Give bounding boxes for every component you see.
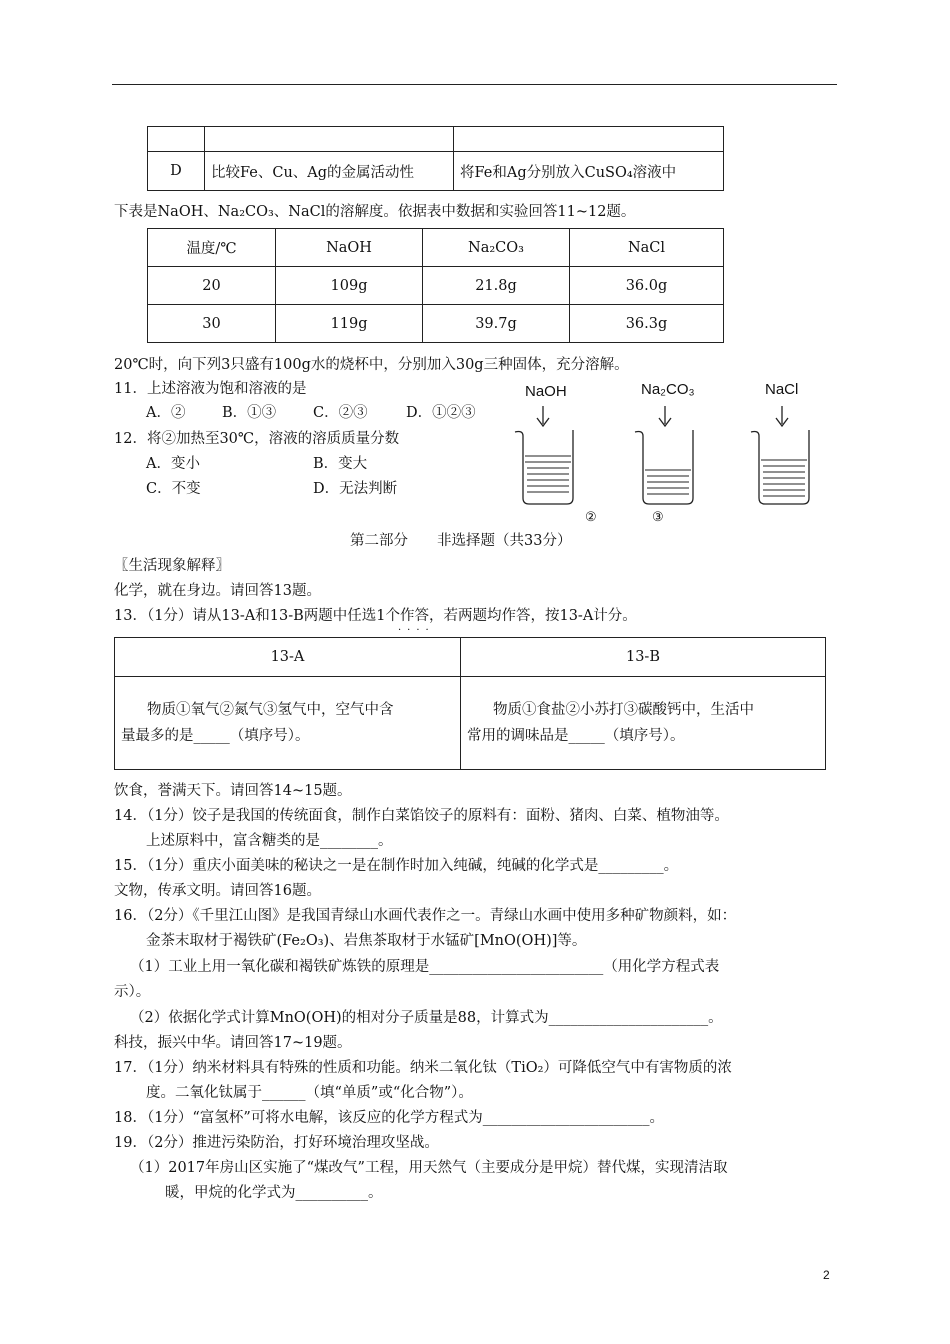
q13-choice-table xyxy=(114,637,826,770)
table-cell: 36.0g xyxy=(570,267,724,305)
beaker-mark-2: ② xyxy=(585,510,597,525)
emphasis-dots: ···· xyxy=(398,625,435,636)
table-cell: 39.7g xyxy=(423,305,570,343)
table-cell: 30 xyxy=(148,305,276,343)
solubility-intro: 下表是NaOH、Na₂CO₃、NaCl的溶解度。依据表中数据和实验回答11~12题。 xyxy=(114,204,636,220)
life-intro: 化学，就在身边。请回答13题。 xyxy=(114,583,321,599)
beaker-mark-3: ③ xyxy=(652,510,664,525)
table-row xyxy=(148,152,724,191)
q19: 19．（2分）推进污染防治，打好环境治理攻坚战。 xyxy=(114,1135,439,1151)
life-header: 〖生活现象解释〗 xyxy=(114,558,230,574)
q16-line2: 金茶末取材于褐铁矿(Fe₂O₃)、岩焦茶取材于水锰矿[MnO(OH)]等。 xyxy=(146,933,587,949)
beaker-label-naoh: NaOH xyxy=(525,383,567,400)
q11-option-c: C．②③ xyxy=(313,405,368,421)
q16-part1-line1: （1）工业上用一氧化碳和褐铁矿炼铁的原理是________________________（用化学方程式表 xyxy=(130,959,720,975)
row-label: D xyxy=(148,152,205,191)
q12-option-b: B．变大 xyxy=(313,456,368,472)
solubility-table xyxy=(147,228,724,343)
q13a-line1: 物质①氧气②氮气③氢气中，空气中含 xyxy=(147,702,394,718)
q13b-line1: 物质①食盐②小苏打③碳酸钙中，生活中 xyxy=(493,702,754,718)
q12-stem: 12．将②加热至30℃，溶液的溶质质量分数 xyxy=(114,431,400,447)
header-rule xyxy=(112,84,837,85)
q11-option-d: D．①②③ xyxy=(406,405,476,421)
q15: 15．（1分）重庆小面美味的秘诀之一是在制作时加入纯碱，纯碱的化学式是_________。 xyxy=(114,858,679,874)
table-row xyxy=(148,305,724,343)
experiment-text: 20℃时，向下列3只盛有100g水的烧杯中，分别加入30g三种固体，充分溶解。 xyxy=(114,357,629,373)
table-header-row xyxy=(115,638,826,677)
table-header-row xyxy=(148,229,724,267)
food-intro: 饮食，誉满天下。请回答14~15题。 xyxy=(114,783,352,799)
q18: 18．（1分）“富氢杯”可将水电解，该反应的化学方程式为_______________________。 xyxy=(114,1110,664,1126)
q11-stem: 11．上述溶液为饱和溶液的是 xyxy=(114,381,307,397)
q11-option-a: A．② xyxy=(146,405,186,421)
table-row xyxy=(148,267,724,305)
page-number: 2 xyxy=(823,1268,830,1282)
header-cell: NaOH xyxy=(276,229,423,267)
table-cell: 119g xyxy=(276,305,423,343)
q13b-cell xyxy=(461,677,826,770)
table-cell: 20 xyxy=(148,267,276,305)
beaker-3 xyxy=(751,406,809,504)
table-row xyxy=(115,677,826,770)
q14-line2: 上述原料中，富含糖类的是________。 xyxy=(146,833,393,849)
q12-option-c: C．不变 xyxy=(146,481,201,497)
relic-intro: 文物，传承文明。请回答16题。 xyxy=(114,883,321,899)
q16-part1-line2: 示）。 xyxy=(114,984,151,1000)
table-row xyxy=(148,127,724,152)
q13-stem: 13．（1分）请从13-A和13-B两题中任选1个作答，若两题均作答，按13-A计分。 xyxy=(114,608,637,624)
beakers-figure xyxy=(505,400,835,525)
col-a-header: 13-A xyxy=(115,638,461,677)
q16-part2: （2）依据化学式计算MnO(OH)的相对分子质量是88，计算式为______________________。 xyxy=(130,1010,723,1026)
q17-line2: 度。二氧化钛属于______（填“单质”或“化合物”）。 xyxy=(146,1085,473,1101)
q17-line1: 17．（1分）纳米材料具有特殊的性质和功能。纳米二氧化钛（TiO₂）可降低空气中有害物质的浓 xyxy=(114,1060,732,1076)
q19-part1-line2: 暖，甲烷的化学式为__________。 xyxy=(165,1185,383,1201)
tech-intro: 科技，振兴中华。请回答17~19题。 xyxy=(114,1035,352,1051)
q11-option-b: B．①③ xyxy=(222,405,277,421)
table-cell: 21.8g xyxy=(423,267,570,305)
experiment-cell: 比较Fe、Cu、Ag的金属活动性 xyxy=(205,152,454,191)
header-cell: Na₂CO₃ xyxy=(423,229,570,267)
section-title: 第二部分 非选择题（共33分） xyxy=(350,533,572,549)
q13a-cell xyxy=(115,677,461,770)
q19-part1-line1: （1）2017年房山区实施了“煤改气”工程，用天然气（主要成分是甲烷）替代煤，实现清洁取 xyxy=(130,1160,728,1176)
method-cell: 将Fe和Ag分别放入CuSO₄溶液中 xyxy=(454,152,724,191)
experiment-table-d xyxy=(147,126,724,191)
q12-option-d: D．无法判断 xyxy=(313,481,398,497)
beaker-1 xyxy=(515,406,573,504)
q16-line1: 16．（2分）《千里江山图》是我国青绿山水画代表作之一。青绿山水画中使用多种矿物颜料，如： xyxy=(114,908,737,924)
q13b-line2: 常用的调味品是_____（填序号）。 xyxy=(467,728,685,744)
q14-line1: 14．（1分）饺子是我国的传统面食，制作白菜馅饺子的原料有：面粉、猪肉、白菜、植物油等。 xyxy=(114,808,729,824)
beaker-label-na2co3: Na₂CO₃ xyxy=(641,381,695,398)
table-cell: 36.3g xyxy=(570,305,724,343)
beaker-2 xyxy=(635,406,693,504)
q12-option-a: A．变小 xyxy=(146,456,200,472)
table-cell: 109g xyxy=(276,267,423,305)
header-cell: NaCl xyxy=(570,229,724,267)
beaker-label-nacl: NaCl xyxy=(765,381,799,398)
header-cell: 温度/℃ xyxy=(148,229,276,267)
col-b-header: 13-B xyxy=(461,638,826,677)
q13a-line2: 量最多的是_____（填序号）。 xyxy=(121,728,310,744)
